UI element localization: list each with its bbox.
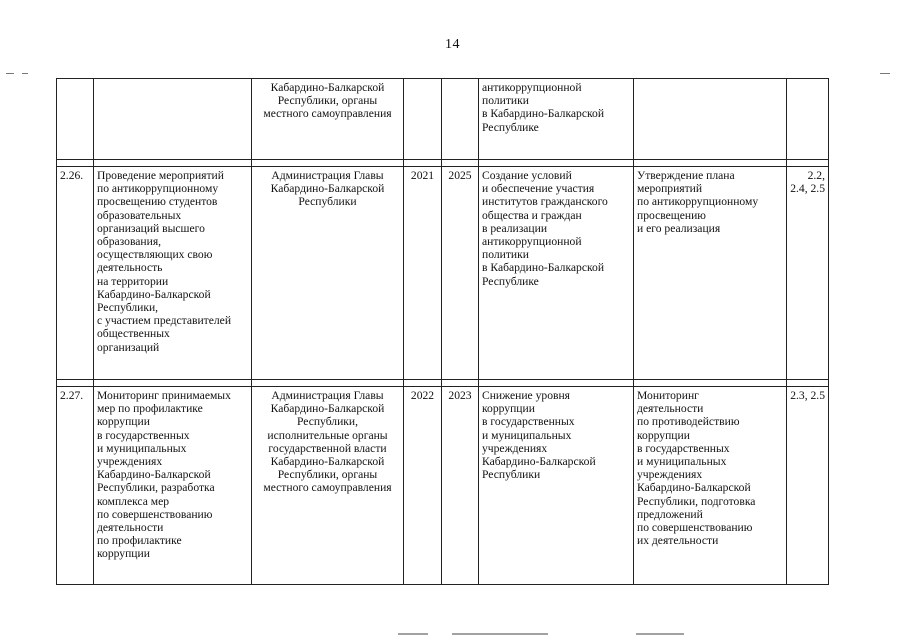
cell-text-line: и его реализация — [637, 221, 721, 235]
cell-text-line: политики — [482, 248, 529, 262]
cell-text-line: Кабардино-Балкарской — [637, 481, 751, 495]
cell-text-line: институтов гражданского — [482, 195, 608, 209]
row-separator — [57, 160, 829, 167]
cell-text-line: Мониторинг — [637, 389, 699, 402]
year-start-cell — [404, 79, 442, 160]
executor-cell — [252, 167, 404, 380]
cell-text-line: организаций высшего — [97, 221, 205, 235]
cell-text-line: мероприятий — [637, 182, 703, 196]
indicator-cell — [634, 167, 787, 380]
cell-text-line: государственной власти — [268, 441, 387, 455]
cell-text-line: Республики, — [296, 415, 359, 429]
cell-text-line: просвещению студентов — [97, 195, 218, 209]
reference-cell: 2.2, 2.4, 2.5 — [787, 167, 829, 380]
cell-text-line: коррупции — [97, 547, 150, 561]
row-number-cell — [57, 79, 94, 160]
table-row-continuation — [57, 79, 829, 160]
indicator-cell — [634, 387, 787, 585]
cell-text-line: Республике — [482, 274, 539, 288]
cell-text-line: и муниципальных — [482, 428, 572, 442]
cell-text-line: Республики, разработка — [97, 481, 215, 495]
scan-mark-left-2 — [22, 73, 28, 74]
cell-text-line: антикоррупционной — [482, 81, 582, 94]
cell-text-line: Утверждение плана — [637, 169, 735, 182]
cell-text-line: организаций — [97, 340, 160, 354]
cell-text-line: и муниципальных — [637, 455, 727, 469]
cell-text-line: Кабардино-Балкарской — [97, 287, 211, 301]
cell-text-line: Кабардино-Балкарской — [97, 468, 211, 482]
cell-text-line: Администрация Главы — [271, 169, 384, 182]
scan-artifact — [636, 633, 684, 635]
year-start-cell: 2022 — [404, 387, 442, 585]
cell-text-line: по антикоррупционному — [97, 182, 219, 196]
year-end-cell: 2023 — [442, 387, 479, 585]
cell-text-line: в реализации — [482, 221, 548, 235]
cell-text-line: учреждениях — [482, 441, 548, 455]
indicator-cell — [634, 79, 787, 160]
event-cell — [94, 167, 252, 380]
scan-artifact — [398, 633, 428, 635]
executor-cell — [252, 387, 404, 585]
cell-text-line: в государственных — [97, 428, 190, 442]
table-row-2-27 — [57, 387, 829, 585]
cell-text-line: осуществляющих свою — [97, 248, 213, 262]
result-cell — [479, 79, 634, 160]
cell-text-line: общества и граждан — [482, 208, 582, 222]
cell-text-line: Республики, органы — [277, 94, 378, 108]
result-cell — [479, 387, 634, 585]
cell-text-line: по совершенствованию — [97, 507, 213, 521]
cell-text-line: деятельность — [97, 261, 163, 275]
cell-text-line: по антикоррупционному — [637, 195, 759, 209]
event-cell — [94, 387, 252, 585]
cell-text-line: Республики — [482, 468, 541, 482]
cell-text-line: Кабардино-Балкарской — [270, 455, 385, 469]
cell-text-line: по противодействию — [637, 415, 740, 429]
cell-text-line: в Кабардино-Балкарской — [482, 261, 605, 275]
row-number-cell: 2.26. — [57, 167, 94, 380]
cell-text-line: Республики — [298, 195, 357, 209]
cell-text-line: образования, — [97, 235, 162, 249]
row-separator — [57, 380, 829, 387]
scan-artifact — [452, 633, 548, 635]
cell-text-line: общественных — [97, 327, 170, 341]
cell-text-line: просвещению — [637, 208, 706, 222]
cell-text-line: Республики, подготовка — [637, 494, 756, 508]
cell-text-line: Кабардино-Балкарской — [270, 182, 385, 196]
year-start-cell: 2021 — [404, 167, 442, 380]
cell-text-line: в государственных — [482, 415, 575, 429]
row-number-cell: 2.27. — [57, 387, 94, 585]
year-end-cell — [442, 79, 479, 160]
cell-text-line: комплекса мер — [97, 494, 170, 508]
cell-text-line: местного самоуправления — [263, 481, 392, 495]
scan-mark-left — [6, 73, 14, 74]
cell-text-line: Администрация Главы — [271, 389, 384, 402]
cell-text-line: коррупции — [637, 428, 690, 442]
cell-text-line: исполнительные органы — [267, 428, 388, 442]
cell-text-line: Кабардино-Балкарской — [270, 402, 385, 416]
reference-cell — [787, 79, 829, 160]
cell-text-line: деятельности — [637, 402, 704, 416]
plan-table — [56, 78, 829, 585]
cell-text-line: местного самоуправления — [263, 107, 392, 121]
year-end-cell: 2025 — [442, 167, 479, 380]
table-body — [57, 79, 829, 585]
cell-text-line: на территории — [97, 274, 169, 288]
scan-mark-right — [880, 73, 890, 74]
cell-text-line: и муниципальных — [97, 441, 187, 455]
executor-cell — [252, 79, 404, 160]
cell-text-line: по профилактике — [97, 534, 182, 548]
cell-text-line: деятельности — [97, 521, 164, 535]
cell-text-line: предложений — [637, 507, 703, 521]
cell-text-line: и обеспечение участия — [482, 182, 595, 196]
cell-text-line: Республике — [482, 120, 539, 134]
cell-text-line: Мониторинг принимаемых — [97, 389, 231, 402]
reference-cell: 2.3, 2.5 — [787, 387, 829, 585]
event-cell — [94, 79, 252, 160]
cell-text-line: учреждениях — [637, 468, 703, 482]
cell-text-line: в Кабардино-Балкарской — [482, 107, 605, 121]
page-number: 14 — [445, 37, 460, 52]
cell-text-line: политики — [482, 94, 529, 108]
cell-text-line: по совершенствованию — [637, 521, 753, 535]
cell-text-line: в государственных — [637, 441, 730, 455]
cell-text-line: Кабардино-Балкарской — [270, 81, 385, 94]
cell-text-line: мер по профилактике — [97, 402, 203, 416]
cell-text-line: Кабардино-Балкарской — [482, 455, 596, 469]
cell-text-line: коррупции — [482, 402, 535, 416]
cell-text-line: антикоррупционной — [482, 235, 582, 249]
cell-text-line: Республики, — [97, 301, 159, 315]
result-cell — [479, 167, 634, 380]
cell-text-line: их деятельности — [637, 534, 719, 548]
table-row-2-26 — [57, 167, 829, 380]
cell-text-line: Создание условий — [482, 169, 572, 182]
cell-text-line: учреждениях — [97, 455, 163, 469]
cell-text-line: коррупции — [97, 415, 150, 429]
cell-text-line: Республики, органы — [277, 468, 378, 482]
cell-text-line: образовательных — [97, 208, 182, 222]
cell-text-line: Проведение мероприятий — [97, 169, 224, 182]
cell-text-line: Снижение уровня — [482, 389, 571, 402]
cell-text-line: с участием представителей — [97, 314, 232, 328]
